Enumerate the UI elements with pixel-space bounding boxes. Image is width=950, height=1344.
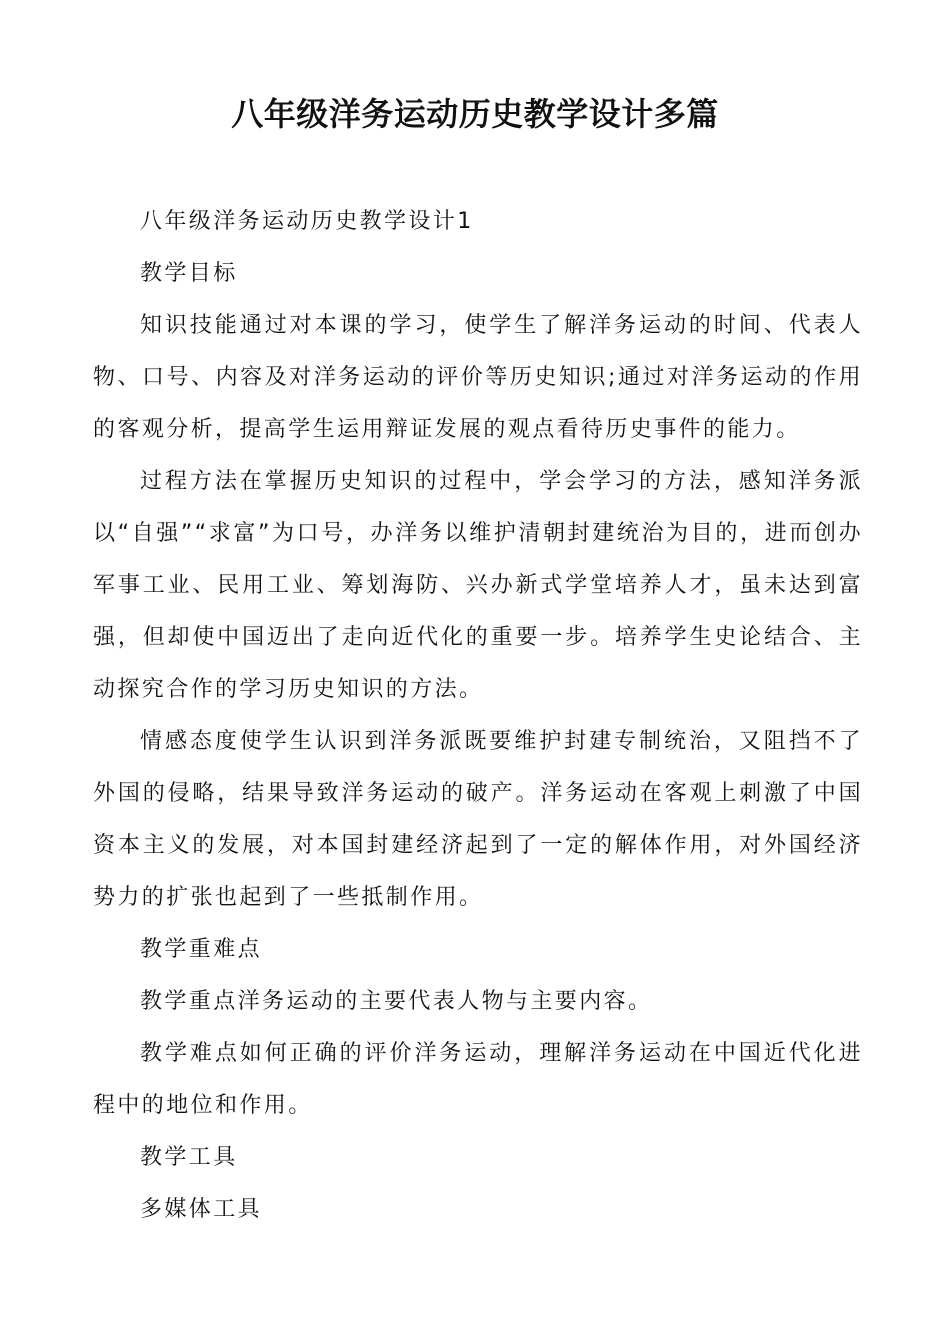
document-title: 八年级洋务运动历史教学设计多篇 — [231, 95, 719, 133]
heading-key-difficult-points: 教学重难点 — [140, 937, 263, 962]
paragraph-process-methods: 过程方法在掌握历史知识的过程中，学会学习的方法，感知洋务派以“自强”“求富”为口号，办洋务以维护清朝封建统治为目的，进而创办军事工业、民用工业、筹划海防、兴办新式学堂培养人才，虽未达到富强，但却使中国迈出了走向近代化的重要一步。培养学生史论结合、主动探究合作的学习历史知识的方法。 — [93, 469, 863, 702]
paragraph-key-points: 教学重点洋务运动的主要代表人物与主要内容。 — [140, 989, 653, 1014]
paragraph-knowledge-skills: 知识技能通过对本课的学习，使学生了解洋务运动的时间、代表人物、口号、内容及对洋务运动的评价等历史知识;通过对洋务运动的作用的客观分析，提高学生运用辩证发展的观点看待历史事件的能力。 — [93, 313, 863, 442]
heading-teaching-objectives: 教学目标 — [140, 261, 238, 286]
heading-teaching-tools: 教学工具 — [140, 1145, 238, 1170]
paragraph-emotional-attitude: 情感态度使学生认识到洋务派既要维护封建专制统治，又阻挡不了外国的侵略，结果导致洋务运动的破产。洋务运动在客观上刺激了中国资本主义的发展，对本国封建经济起到了一定的解体作用，对外国经济势力的扩张也起到了一些抵制作用。 — [93, 729, 863, 910]
paragraph-difficult-points: 教学难点如何正确的评价洋务运动，理解洋务运动在中国近代化进程中的地位和作用。 — [93, 1041, 863, 1118]
document-body — [93, 196, 863, 1236]
paragraph-multimedia-tools: 多媒体工具 — [140, 1197, 263, 1222]
heading-design-1: 八年级洋务运动历史教学设计1 — [140, 209, 474, 234]
